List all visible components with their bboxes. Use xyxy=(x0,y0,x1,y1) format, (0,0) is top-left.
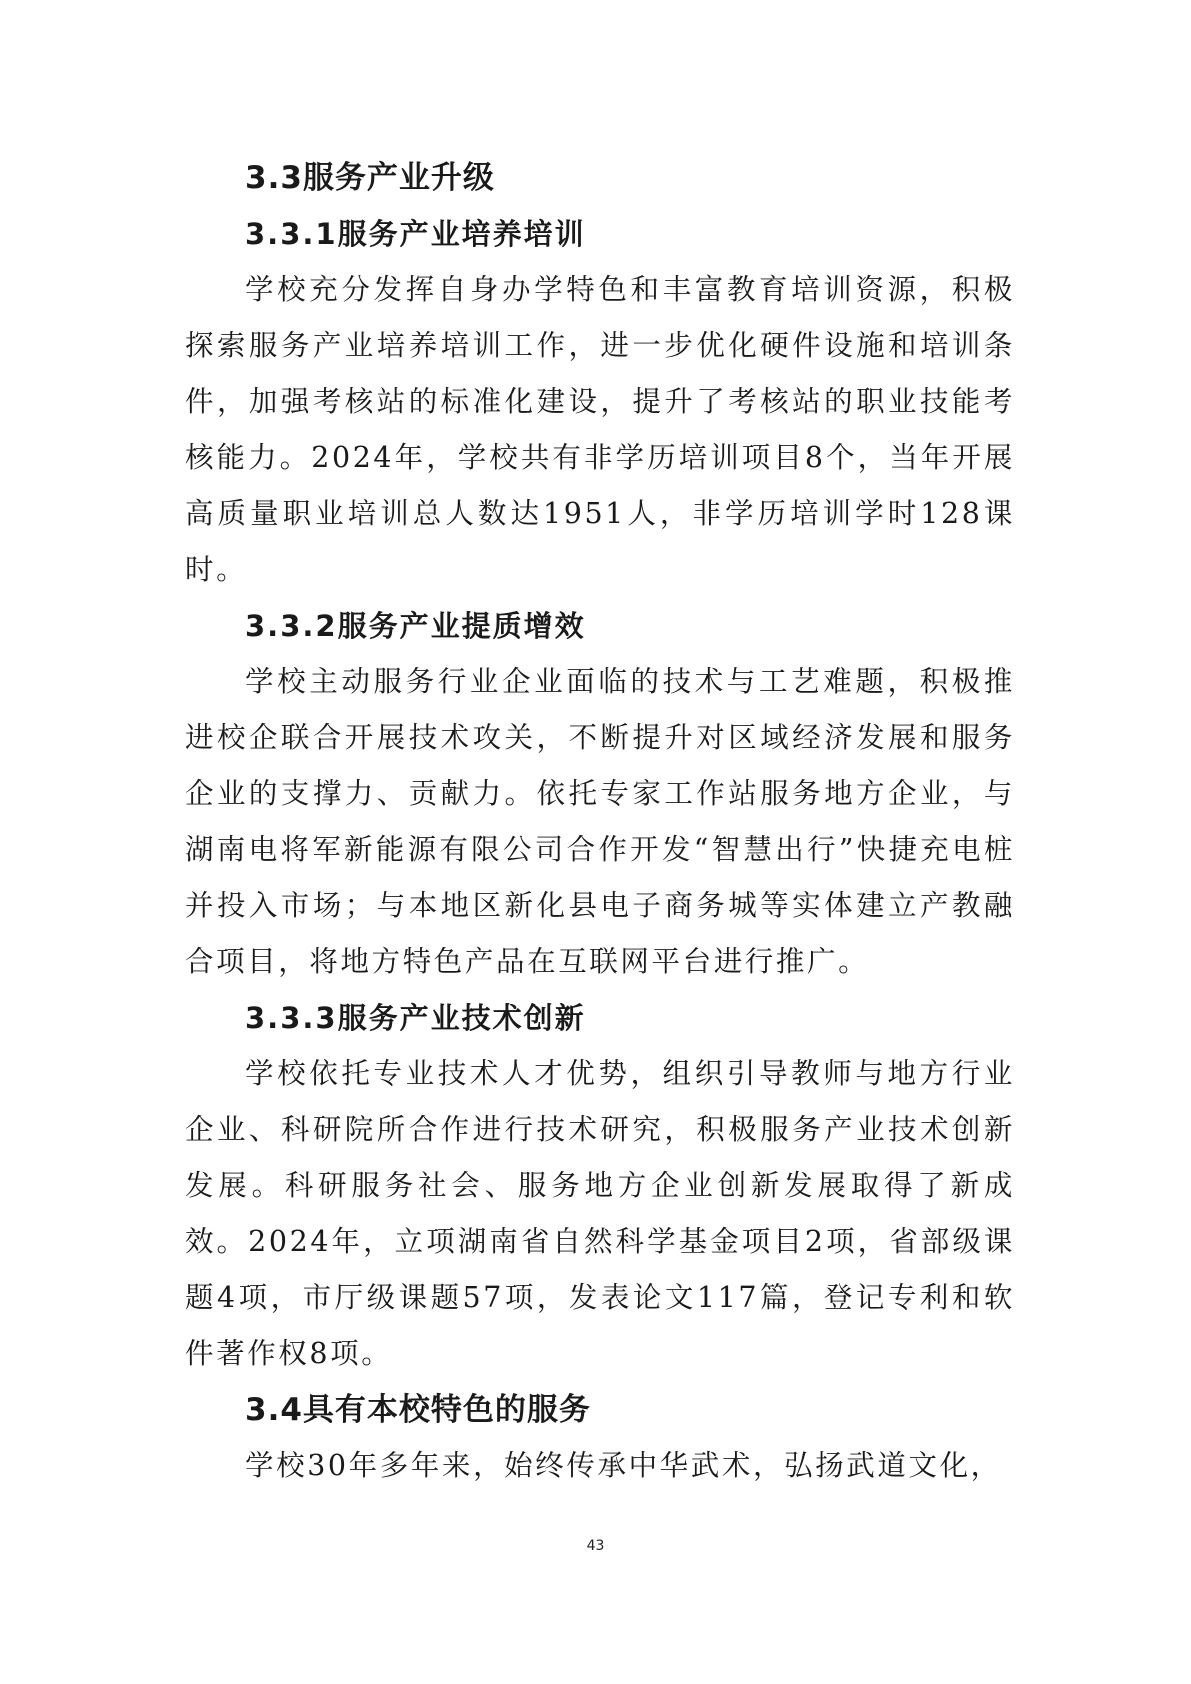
section-body-3-3-3: 学校依托专业技术人才优势，组织引导教师与地方行业企业、科研院所合作进行技术研究，积极服务产业技术创新发展。科研服务社会、服务地方企业创新发展取得了新成效。2024年，立项湖南省自然科学基金项目2项，省部级课题4项，市厅级课题57项，发表论文117篇，登记专利和软件著作权8项。 xyxy=(185,1057,1015,1370)
section-body-3-4: 学校30年多年来，始终传承中华武术，弘扬武道文化， xyxy=(245,1449,1002,1482)
section-heading-3-4: 3.4具有本校特色的服务 xyxy=(245,1392,591,1428)
page-number: 43 xyxy=(586,1538,605,1554)
page-content xyxy=(185,150,1015,1494)
section-heading-3-3: 3.3服务产业升级 xyxy=(245,160,495,196)
section-body-3-3-1: 学校充分发挥自身办学特色和丰富教育培训资源，积极探索服务产业培养培训工作，进一步优化硬件设施和培训条件，加强考核站的标准化建设，提升了考核站的职业技能考核能力。2024年，学校共有非学历培训项目8个，当年开展高质量职业培训总人数达1951人，非学历培训学时128课时。 xyxy=(185,273,1015,586)
section-heading-3-3-2: 3.3.2服务产业提质增效 xyxy=(245,609,586,643)
section-body-3-3-2: 学校主动服务行业企业面临的技术与工艺难题，积极推进校企联合开展技术攻关，不断提升对区域经济发展和服务企业的支撑力、贡献力。依托专家工作站服务地方企业，与湖南电将军新能源有限公司合作开发“智慧出行”快捷充电桩并投入市场；与本地区新化县电子商务城等实体建立产教融合项目，将地方特色产品在互联网平台进行推广。 xyxy=(185,665,1015,978)
section-heading-3-3-1: 3.3.1服务产业培养培训 xyxy=(245,217,586,251)
section-heading-3-3-3: 3.3.3服务产业技术创新 xyxy=(245,1001,586,1035)
